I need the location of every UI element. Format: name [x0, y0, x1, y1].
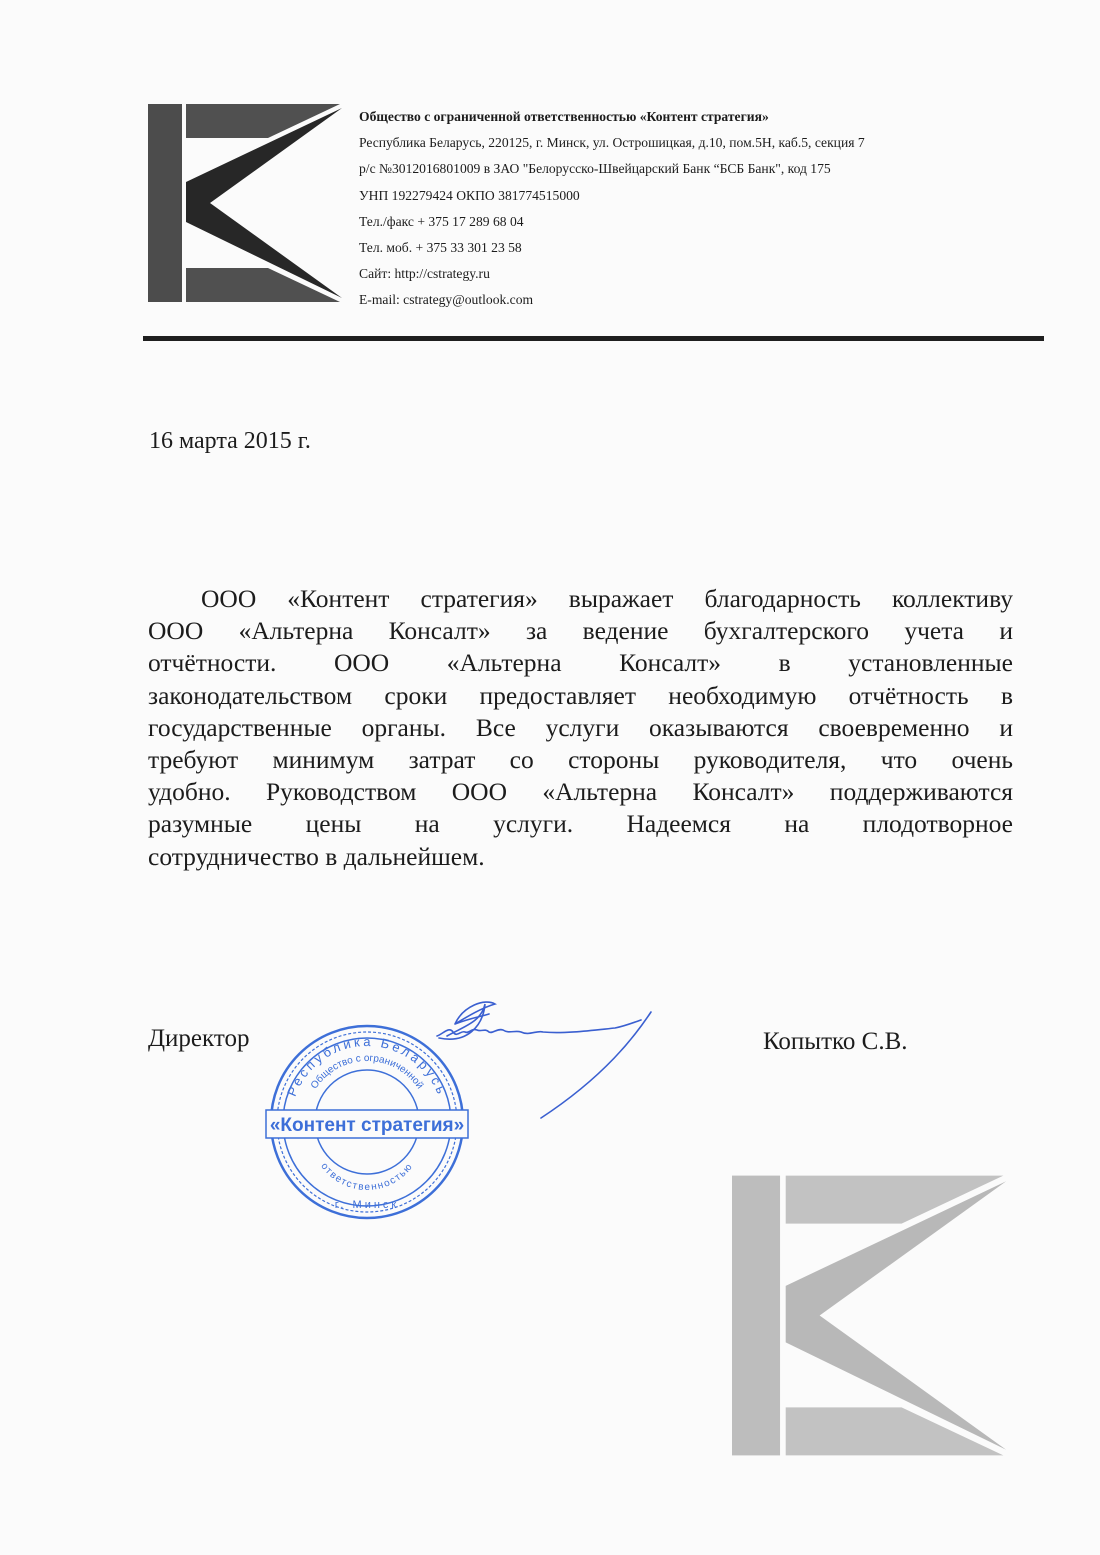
watermark-stem — [732, 1176, 780, 1456]
handwritten-signature — [425, 996, 685, 1136]
body-line: удобно. Руководством ООО «Альтерна Консалт» поддерживаются — [148, 777, 1013, 807]
signatory-title: Директор — [148, 1025, 250, 1052]
watermark-logo — [732, 1174, 1009, 1457]
phone-fax: Тел./факс + 375 17 289 68 04 — [359, 213, 524, 229]
body-line: государственные органы. Все услуги оказываются своевременно и — [148, 712, 1013, 742]
body-line: требуют минимум затрат со стороны руководителя, что очень — [148, 744, 1013, 774]
stamp-inner-text: Общество с ограниченной — [308, 1053, 426, 1092]
body-line: отчётности. ООО «Альтерна Консалт» в установленные — [148, 648, 1013, 678]
body-line: ООО «Альтерна Консалт» за ведение бухгалтерского учета и — [148, 616, 1013, 646]
stamp-center-text: «Контент стратегия» — [269, 1115, 465, 1136]
body-line: сотрудничество в дальнейшем. — [148, 841, 485, 871]
phone-mobile: Тел. моб. + 375 33 301 23 58 — [359, 240, 522, 256]
body-line: ООО «Контент стратегия» выражает благодарность коллективу — [201, 584, 1013, 613]
bank-account: р/с №3012016801009 в ЗАО "Белорусско-Швейцарский Банк “БСБ Банк", код 175 — [359, 161, 831, 177]
email: E-mail: cstrategy@outlook.com — [359, 292, 534, 308]
letter-date: 16 марта 2015 г. — [149, 428, 311, 454]
body-line: законодательством сроки предоставляет необходимую отчётность в — [148, 680, 1013, 710]
body-line: разумные цены на услуги. Надеемся на плодотворное — [148, 809, 1013, 839]
company-address: Республика Беларусь, 220125, г. Минск, ул. Острошицкая, д.10, пом.5Н, каб.5, секция 7 — [359, 135, 865, 151]
registration-numbers: УНП 192279424 ОКПО 381774515000 — [359, 187, 580, 203]
stamp-inner-text-bottom: ответственностью — [318, 1160, 416, 1194]
company-name: Общество с ограниченной ответственностью «Контент стратегия» — [359, 109, 769, 124]
website: Сайт: http://cstrategy.ru — [359, 266, 490, 282]
stamp-outer-text: Республика Беларусь — [283, 1033, 451, 1099]
company-logo — [148, 104, 344, 302]
letterhead-details — [359, 104, 1039, 314]
logo-stem — [148, 104, 182, 302]
letter-body — [148, 583, 1013, 873]
header-divider — [143, 336, 1044, 341]
signatory-name: Копытко С.В. — [763, 1028, 908, 1055]
stamp-city: г. Минск — [334, 1199, 400, 1211]
